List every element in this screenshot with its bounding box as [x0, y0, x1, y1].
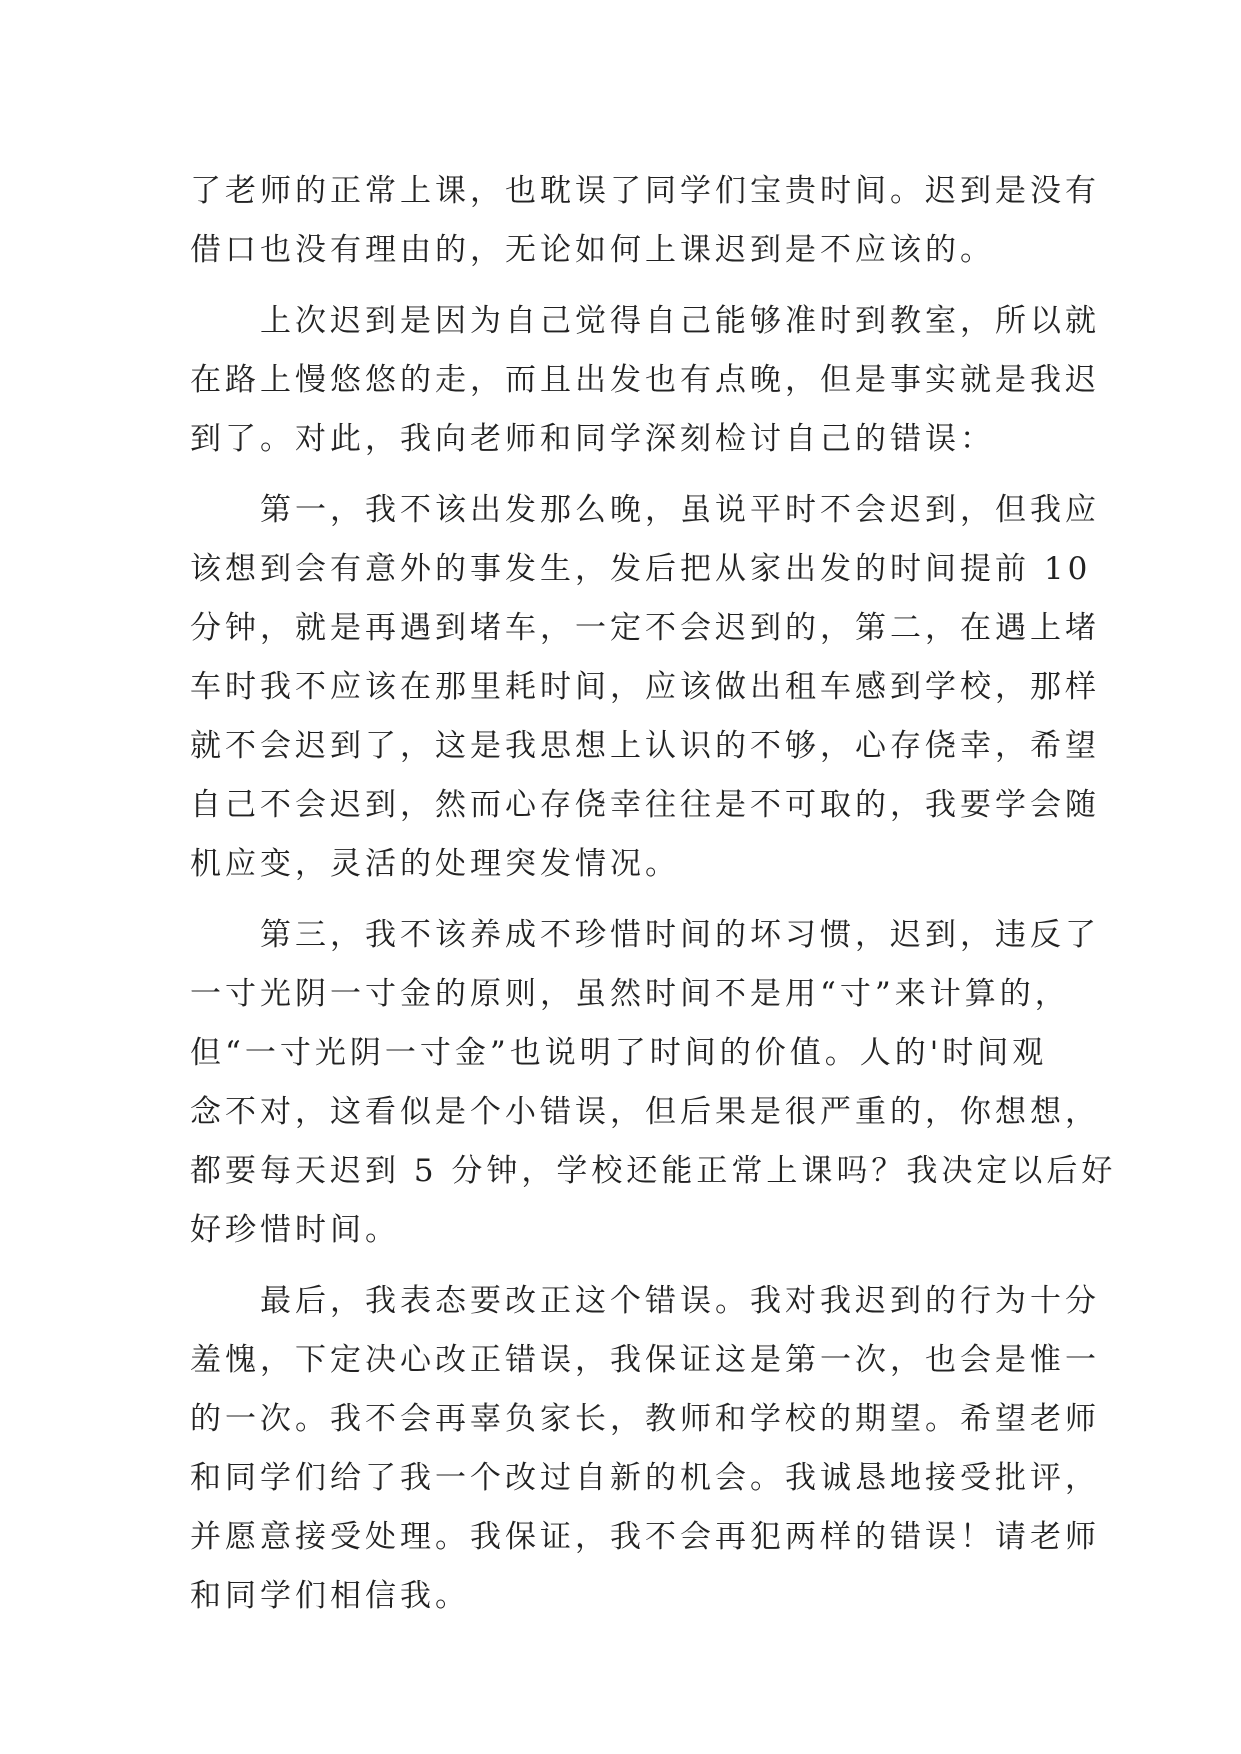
text-line: 都要每天迟到 5 分钟，学校还能正常上课吗？我决定以后好: [190, 1153, 1117, 1189]
text-line: 和同学们相信我。: [190, 1578, 470, 1614]
text-line: 到了。对此，我向老师和同学深刻检讨自己的错误：: [190, 421, 995, 457]
paragraph-start-line: 第一，我不该出发那么晚，虽说平时不会迟到，但我应: [260, 492, 1100, 528]
text-line: 好珍惜时间。: [190, 1212, 400, 1248]
paragraph-start-line: 最后，我表态要改正这个错误。我对我迟到的行为十分: [260, 1283, 1100, 1319]
text-line: 分钟，就是再遇到堵车，一定不会迟到的，第二，在遇上堵: [190, 610, 1100, 646]
text-line: 车时我不应该在那里耗时间，应该做出租车感到学校，那样: [190, 669, 1100, 705]
text-line: 在路上慢悠悠的走，而且出发也有点晚，但是事实就是我迟: [190, 362, 1100, 398]
paragraph-start-line: 第三，我不该养成不珍惜时间的坏习惯，迟到，违反了: [260, 917, 1100, 953]
text-line: 羞愧，下定决心改正错误，我保证这是第一次，也会是惟一: [190, 1342, 1100, 1378]
text-line: 并愿意接受处理。我保证，我不会再犯两样的错误！请老师: [190, 1519, 1100, 1555]
text-line: 自己不会迟到，然而心存侥幸往往是不可取的，我要学会随: [190, 787, 1100, 823]
text-line: 该想到会有意外的事发生，发后把从家出发的时间提前 10: [190, 551, 1092, 587]
document-body: [190, 162, 1117, 1626]
text-line: 但“一寸光阴一寸金”也说明了时间的价值。人的'时间观: [190, 1035, 1048, 1071]
text-line: 一寸光阴一寸金的原则，虽然时间不是用“寸”来计算的，: [190, 976, 1070, 1012]
text-line: 了老师的正常上课，也耽误了同学们宝贵时间。迟到是没有: [190, 173, 1100, 209]
text-line: 和同学们给了我一个改过自新的机会。我诚恳地接受批评，: [190, 1460, 1100, 1496]
text-line: 的一次。我不会再辜负家长，教师和学校的期望。希望老师: [190, 1401, 1100, 1437]
paragraph-start-line: 上次迟到是因为自己觉得自己能够准时到教室，所以就: [260, 303, 1100, 339]
text-line: 借口也没有理由的，无论如何上课迟到是不应该的。: [190, 232, 995, 268]
text-line: 机应变，灵活的处理突发情况。: [190, 846, 680, 882]
text-line: 念不对，这看似是个小错误，但后果是很严重的，你想想，: [190, 1094, 1100, 1130]
text-line: 就不会迟到了，这是我思想上认识的不够，心存侥幸，希望: [190, 728, 1100, 764]
